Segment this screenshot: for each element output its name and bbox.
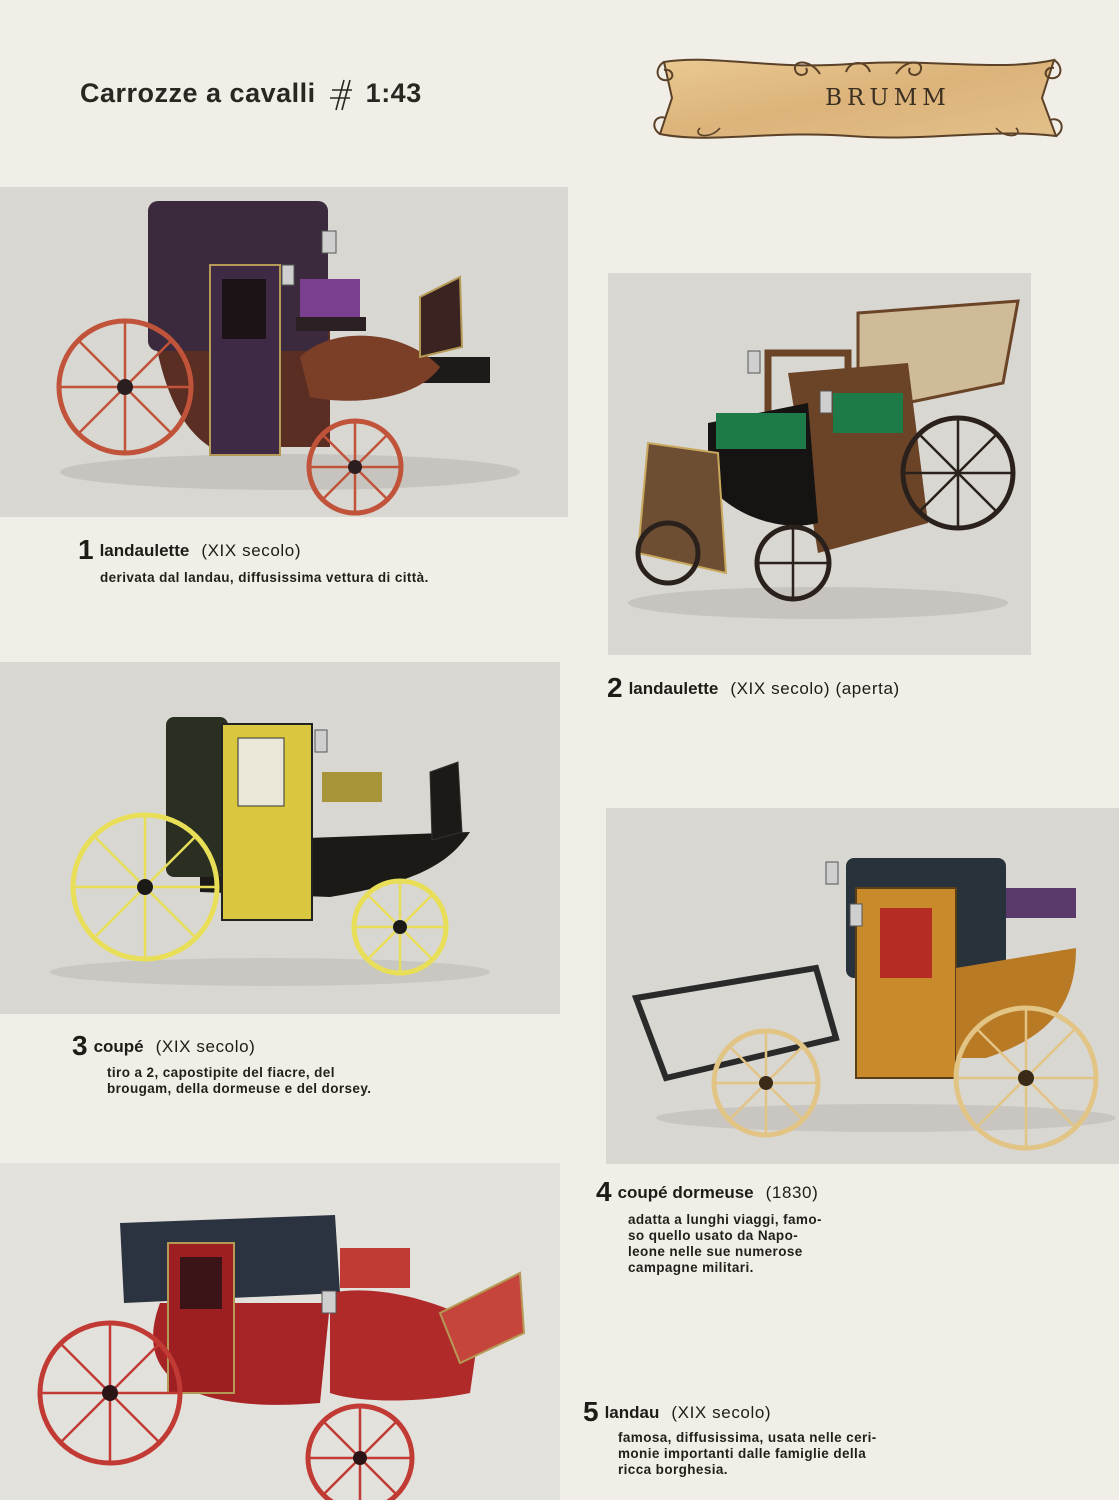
photo-item-5 (0, 1163, 560, 1500)
item-name: landaulette (628, 679, 719, 698)
item-name: landaulette (99, 541, 190, 560)
description-line: leone nelle sue numerose (628, 1244, 803, 1259)
carriage-illustration-1 (0, 187, 568, 517)
photo-item-1 (0, 187, 568, 517)
brand-name: BRUMM (825, 85, 951, 111)
caption-item-1 (78, 534, 301, 566)
caption-item-3 (72, 1030, 255, 1062)
brand-banner (650, 48, 1066, 148)
item-era: (1830) (765, 1183, 819, 1202)
item-number: 3 (72, 1030, 88, 1061)
description-item-3 (107, 1065, 429, 1097)
scale-separator-icon (328, 78, 354, 112)
carriage-illustration-4 (606, 808, 1119, 1164)
description-item-5 (618, 1430, 938, 1478)
title-text: Carrozze a cavalli (80, 78, 316, 109)
carriage-illustration-2 (608, 273, 1031, 655)
item-number: 1 (78, 534, 94, 565)
caption-item-4 (596, 1176, 818, 1208)
description-line: monie importanti dalle famiglie della (618, 1446, 867, 1461)
item-number: 2 (607, 672, 623, 703)
description-line: ricca borghesia. (618, 1462, 728, 1477)
item-era: (XIX secolo) (201, 541, 302, 560)
item-number: 5 (583, 1396, 599, 1427)
description-line: so quello usato da Napo- (628, 1228, 799, 1243)
carriage-illustration-5 (0, 1163, 560, 1500)
description-line: campagne militari. (628, 1260, 754, 1275)
carriage-illustration-3 (0, 662, 560, 1014)
caption-item-2 (607, 672, 900, 704)
description-line: tiro a 2, capostipite del fiacre, del (107, 1065, 335, 1080)
item-era: (XIX secolo) (671, 1403, 772, 1422)
description-item-4 (628, 1212, 868, 1276)
photo-item-3 (0, 662, 560, 1014)
caption-item-5 (583, 1396, 771, 1428)
item-era: (XIX secolo) (155, 1037, 256, 1056)
photo-item-4 (606, 808, 1119, 1164)
item-era: (XIX secolo) (aperta) (730, 679, 900, 698)
description-line: famosa, diffusissima, usata nelle ceri- (618, 1430, 877, 1445)
scale-label: 1:43 (365, 78, 422, 109)
description-line: adatta a lunghi viaggi, famo- (628, 1212, 822, 1227)
page-title (80, 78, 422, 112)
photo-item-2 (608, 273, 1031, 655)
description-item-1: derivata dal landau, diffusissima vettura di città. (100, 570, 429, 585)
description-line: brougam, della dormeuse e del dorsey. (107, 1081, 372, 1096)
item-number: 4 (596, 1176, 612, 1207)
item-name: coupé (93, 1037, 144, 1056)
item-name: landau (604, 1403, 660, 1422)
item-name: coupé dormeuse (617, 1183, 754, 1202)
